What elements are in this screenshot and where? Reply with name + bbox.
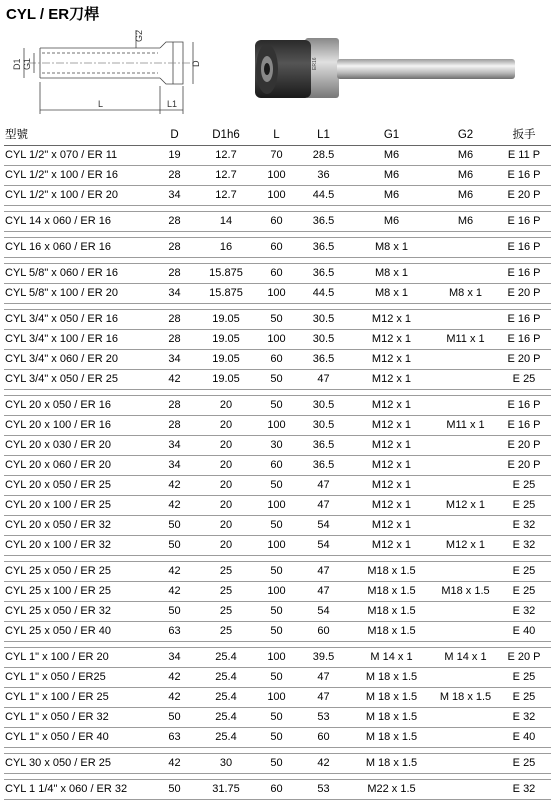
table-cell: 50 — [255, 396, 298, 416]
table-cell: 20 — [197, 496, 255, 516]
table-cell: 20 — [197, 436, 255, 456]
table-cell: M6 — [349, 186, 434, 206]
table-cell: M12 x 1 — [349, 436, 434, 456]
table-cell: 50 — [152, 516, 197, 536]
table-cell: E 25 — [497, 476, 551, 496]
table-cell: 47 — [298, 496, 349, 516]
table-cell: M12 x 1 — [349, 496, 434, 516]
product-photo — [245, 30, 525, 110]
table-cell: 60 — [255, 238, 298, 258]
table-cell: M12 x 1 — [349, 330, 434, 350]
table-cell: 34 — [152, 350, 197, 370]
table-row — [4, 476, 551, 496]
table-row — [4, 668, 551, 688]
table-cell: 28 — [152, 396, 197, 416]
table-cell: 60 — [255, 212, 298, 232]
table-row — [4, 516, 551, 536]
model-cell: CYL 20 x 050 / ER 16 — [4, 396, 152, 416]
table-cell: E 25 — [497, 582, 551, 602]
model-cell: CYL 1 1/4" x 060 / ER 32 — [4, 780, 152, 800]
table-cell: 20 — [197, 416, 255, 436]
table-cell: E 16 P — [497, 166, 551, 186]
table-cell: 36 — [298, 166, 349, 186]
header-cell: D — [152, 126, 197, 146]
model-cell: CYL 5/8" x 100 / ER 20 — [4, 284, 152, 304]
model-cell: CYL 20 x 060 / ER 20 — [4, 456, 152, 476]
table-cell: 20 — [197, 516, 255, 536]
table-cell — [434, 708, 497, 728]
table-cell: M12 x 1 — [434, 496, 497, 516]
table-row — [4, 688, 551, 708]
table-cell: 100 — [255, 166, 298, 186]
table-cell — [434, 754, 497, 774]
table-cell: 19 — [152, 146, 197, 166]
table-row — [4, 310, 551, 330]
model-cell: CYL 20 x 050 / ER 25 — [4, 476, 152, 496]
model-cell: CYL 1/2" x 100 / ER 16 — [4, 166, 152, 186]
table-cell: M22 x 1.5 — [349, 780, 434, 800]
model-cell: CYL 20 x 100 / ER 32 — [4, 536, 152, 556]
label-d1: D1 — [12, 58, 22, 70]
table-cell: 44.5 — [298, 186, 349, 206]
table-cell: 50 — [152, 780, 197, 800]
table-row — [4, 146, 551, 166]
spec-table-body — [4, 146, 551, 800]
table-row — [4, 536, 551, 556]
table-row — [4, 436, 551, 456]
table-row — [4, 754, 551, 774]
table-cell: 50 — [152, 602, 197, 622]
table-cell: 60 — [255, 350, 298, 370]
model-cell: CYL 1" x 100 / ER 25 — [4, 688, 152, 708]
table-cell: 50 — [255, 622, 298, 642]
table-row — [4, 212, 551, 232]
table-cell: 19.05 — [197, 370, 255, 390]
label-g1: G1 — [22, 57, 32, 70]
model-cell: CYL 20 x 100 / ER 25 — [4, 496, 152, 516]
table-cell: E 25 — [497, 496, 551, 516]
table-row — [4, 264, 551, 284]
table-cell — [434, 668, 497, 688]
table-cell: 20 — [197, 456, 255, 476]
table-cell: 50 — [152, 708, 197, 728]
table-cell: E 16 P — [497, 212, 551, 232]
table-cell: 25.4 — [197, 728, 255, 748]
table-cell: M18 x 1.5 — [349, 622, 434, 642]
model-cell: CYL 25 x 050 / ER 32 — [4, 602, 152, 622]
table-cell: 100 — [255, 688, 298, 708]
table-cell: 54 — [298, 536, 349, 556]
page-title: CYL / ER刀桿 — [6, 6, 100, 23]
label-g2: G2 — [134, 29, 144, 42]
table-cell: E 25 — [497, 754, 551, 774]
table-cell: E 20 P — [497, 186, 551, 206]
table-cell: 20 — [197, 396, 255, 416]
table-cell: 50 — [255, 708, 298, 728]
table-cell: E 16 P — [497, 264, 551, 284]
table-cell: 53 — [298, 780, 349, 800]
table-cell: E 25 — [497, 370, 551, 390]
table-cell: 36.5 — [298, 212, 349, 232]
table-cell: E 20 P — [497, 284, 551, 304]
table-cell: M6 — [434, 166, 497, 186]
table-cell — [434, 370, 497, 390]
tool-holder-drawing — [8, 26, 208, 118]
table-cell: 50 — [255, 476, 298, 496]
table-cell: 14 — [197, 212, 255, 232]
table-cell: E 11 P — [497, 146, 551, 166]
spec-table — [4, 126, 551, 800]
table-cell: E 25 — [497, 688, 551, 708]
table-cell: E 32 — [497, 708, 551, 728]
table-cell — [434, 728, 497, 748]
table-row — [4, 330, 551, 350]
model-cell: CYL 20 x 050 / ER 32 — [4, 516, 152, 536]
table-cell: 47 — [298, 476, 349, 496]
table-cell: 12.7 — [197, 146, 255, 166]
table-cell: M8 x 1 — [349, 284, 434, 304]
table-cell: 19.05 — [197, 350, 255, 370]
table-cell: 42 — [152, 562, 197, 582]
table-cell: 34 — [152, 436, 197, 456]
table-cell — [434, 562, 497, 582]
table-cell: 54 — [298, 516, 349, 536]
table-cell: 50 — [255, 668, 298, 688]
label-l1: L1 — [167, 99, 178, 109]
table-cell: 42 — [152, 496, 197, 516]
table-cell: 50 — [255, 310, 298, 330]
model-cell: CYL 30 x 050 / ER 25 — [4, 754, 152, 774]
table-cell: 28 — [152, 166, 197, 186]
table-cell — [434, 238, 497, 258]
model-cell: CYL 3/4" x 050 / ER 25 — [4, 370, 152, 390]
table-cell: E 25 — [497, 668, 551, 688]
table-cell: E 40 — [497, 728, 551, 748]
header-cell: G1 — [349, 126, 434, 146]
table-cell: E 32 — [497, 516, 551, 536]
table-cell: M12 x 1 — [349, 416, 434, 436]
table-cell: 28 — [152, 330, 197, 350]
table-cell: 63 — [152, 728, 197, 748]
table-cell: 19.05 — [197, 310, 255, 330]
table-cell: 42 — [152, 668, 197, 688]
table-cell: 30.5 — [298, 310, 349, 330]
header-cell: 型號 — [4, 126, 152, 146]
table-cell: 20 — [197, 536, 255, 556]
table-row — [4, 582, 551, 602]
model-cell: CYL 1/2" x 070 / ER 11 — [4, 146, 152, 166]
table-row — [4, 186, 551, 206]
table-cell: 36.5 — [298, 238, 349, 258]
table-cell — [434, 780, 497, 800]
table-cell — [434, 622, 497, 642]
table-cell: M6 — [349, 212, 434, 232]
table-row — [4, 350, 551, 370]
table-cell: M18 x 1.5 — [349, 602, 434, 622]
model-cell: CYL 20 x 100 / ER 16 — [4, 416, 152, 436]
table-cell: 60 — [298, 728, 349, 748]
table-cell: E 20 P — [497, 436, 551, 456]
model-cell: CYL 1" x 100 / ER 20 — [4, 648, 152, 668]
model-cell: CYL 3/4" x 060 / ER 20 — [4, 350, 152, 370]
table-cell: 30 — [255, 436, 298, 456]
table-cell: E 40 — [497, 622, 551, 642]
table-cell: M 18 x 1.5 — [434, 688, 497, 708]
model-cell: CYL 25 x 100 / ER 25 — [4, 582, 152, 602]
table-cell: 25 — [197, 582, 255, 602]
table-row — [4, 416, 551, 436]
table-cell: E 20 P — [497, 648, 551, 668]
header-cell: L — [255, 126, 298, 146]
table-cell — [434, 310, 497, 330]
table-row — [4, 562, 551, 582]
header-cell: D1h6 — [197, 126, 255, 146]
table-cell: M12 x 1 — [349, 396, 434, 416]
table-cell: 25 — [197, 622, 255, 642]
table-row — [4, 496, 551, 516]
table-cell: 42 — [298, 754, 349, 774]
table-cell: 100 — [255, 496, 298, 516]
table-cell: 47 — [298, 688, 349, 708]
table-cell: 60 — [255, 780, 298, 800]
table-cell: 30 — [197, 754, 255, 774]
table-cell: M12 x 1 — [349, 310, 434, 330]
table-cell: 50 — [255, 562, 298, 582]
table-cell: 47 — [298, 582, 349, 602]
table-cell: 15.875 — [197, 284, 255, 304]
table-cell: 12.7 — [197, 186, 255, 206]
table-cell: M 18 x 1.5 — [349, 728, 434, 748]
table-cell: 36.5 — [298, 436, 349, 456]
table-cell — [434, 350, 497, 370]
table-cell: 100 — [255, 416, 298, 436]
label-d: D — [191, 60, 201, 67]
table-row — [4, 648, 551, 668]
table-cell: 100 — [255, 536, 298, 556]
table-cell: 28 — [152, 212, 197, 232]
table-cell: 50 — [152, 536, 197, 556]
table-cell: 53 — [298, 708, 349, 728]
table-cell: M18 x 1.5 — [349, 582, 434, 602]
table-cell: 25.4 — [197, 648, 255, 668]
model-cell: CYL 3/4" x 050 / ER 16 — [4, 310, 152, 330]
table-row — [4, 728, 551, 748]
table-cell: 50 — [255, 728, 298, 748]
table-cell: 36.5 — [298, 264, 349, 284]
table-cell: M8 x 1 — [349, 238, 434, 258]
table-cell: M6 — [349, 166, 434, 186]
header-cell: L1 — [298, 126, 349, 146]
table-cell: 39.5 — [298, 648, 349, 668]
table-cell: E 16 P — [497, 238, 551, 258]
table-cell: 100 — [255, 582, 298, 602]
table-cell: 31.75 — [197, 780, 255, 800]
table-cell: M 14 x 1 — [349, 648, 434, 668]
table-cell: 70 — [255, 146, 298, 166]
table-cell: 15.875 — [197, 264, 255, 284]
table-cell: E 32 — [497, 780, 551, 800]
table-cell: 34 — [152, 648, 197, 668]
table-cell: 30.5 — [298, 330, 349, 350]
table-cell — [434, 602, 497, 622]
table-cell: 60 — [255, 264, 298, 284]
table-cell: M 18 x 1.5 — [349, 708, 434, 728]
table-cell: E 32 — [497, 602, 551, 622]
model-cell: CYL 25 x 050 / ER 40 — [4, 622, 152, 642]
table-cell: 34 — [152, 456, 197, 476]
table-cell: M12 x 1 — [349, 476, 434, 496]
table-cell: 42 — [152, 476, 197, 496]
model-cell: CYL 1/2" x 100 / ER 20 — [4, 186, 152, 206]
table-cell: M 18 x 1.5 — [349, 754, 434, 774]
table-cell: M11 x 1 — [434, 330, 497, 350]
table-cell: M12 x 1 — [349, 536, 434, 556]
table-row — [4, 396, 551, 416]
table-cell: M12 x 1 — [434, 536, 497, 556]
table-cell: 28.5 — [298, 146, 349, 166]
table-cell: 25 — [197, 562, 255, 582]
table-cell: 34 — [152, 284, 197, 304]
table-cell: 47 — [298, 668, 349, 688]
table-cell: 34 — [152, 186, 197, 206]
table-cell: 42 — [152, 370, 197, 390]
table-cell: 36.5 — [298, 350, 349, 370]
model-cell: CYL 16 x 060 / ER 16 — [4, 238, 152, 258]
table-cell: M12 x 1 — [349, 456, 434, 476]
table-cell: 54 — [298, 602, 349, 622]
table-cell: E 16 P — [497, 330, 551, 350]
table-cell: 25.4 — [197, 708, 255, 728]
table-row — [4, 284, 551, 304]
table-cell: 50 — [255, 754, 298, 774]
table-row — [4, 456, 551, 476]
table-cell: 42 — [152, 688, 197, 708]
table-cell: 42 — [152, 582, 197, 602]
table-cell: 100 — [255, 284, 298, 304]
table-cell: 20 — [197, 476, 255, 496]
table-cell: M18 x 1.5 — [434, 582, 497, 602]
table-cell: M 14 x 1 — [434, 648, 497, 668]
table-cell: 100 — [255, 648, 298, 668]
header-cell: G2 — [434, 126, 497, 146]
table-cell: M12 x 1 — [349, 350, 434, 370]
table-cell: 16 — [197, 238, 255, 258]
table-cell: M11 x 1 — [434, 416, 497, 436]
table-cell: 100 — [255, 330, 298, 350]
table-cell — [434, 476, 497, 496]
table-cell: 42 — [152, 754, 197, 774]
table-cell: 25 — [197, 602, 255, 622]
table-cell: 28 — [152, 264, 197, 284]
table-header-row — [4, 126, 551, 146]
table-cell — [434, 264, 497, 284]
model-cell: CYL 3/4" x 100 / ER 16 — [4, 330, 152, 350]
table-cell: 19.05 — [197, 330, 255, 350]
table-cell: M6 — [434, 186, 497, 206]
table-row — [4, 602, 551, 622]
table-cell: M18 x 1.5 — [349, 562, 434, 582]
table-cell: 28 — [152, 238, 197, 258]
table-cell: M6 — [349, 146, 434, 166]
table-row — [4, 780, 551, 800]
table-cell — [434, 436, 497, 456]
table-row — [4, 238, 551, 258]
table-cell: 63 — [152, 622, 197, 642]
table-cell — [434, 456, 497, 476]
table-cell: E 16 P — [497, 416, 551, 436]
table-cell: E 25 — [497, 562, 551, 582]
model-cell: CYL 5/8" x 060 / ER 16 — [4, 264, 152, 284]
table-cell: 28 — [152, 416, 197, 436]
table-cell: 47 — [298, 370, 349, 390]
table-cell — [434, 516, 497, 536]
table-cell: 47 — [298, 562, 349, 582]
table-cell: 50 — [255, 602, 298, 622]
table-cell: M 18 x 1.5 — [349, 668, 434, 688]
table-row — [4, 166, 551, 186]
table-cell: 30.5 — [298, 396, 349, 416]
table-cell: 60 — [298, 622, 349, 642]
header-cell: 扳手 — [497, 126, 551, 146]
model-cell: CYL 14 x 060 / ER 16 — [4, 212, 152, 232]
table-row — [4, 370, 551, 390]
table-row — [4, 708, 551, 728]
table-cell: 12.7 — [197, 166, 255, 186]
table-cell: M8 x 1 — [349, 264, 434, 284]
model-cell: CYL 1" x 050 / ER 40 — [4, 728, 152, 748]
table-cell: E 20 P — [497, 350, 551, 370]
product-engraving: ER16 — [312, 57, 318, 70]
table-cell: E 16 P — [497, 310, 551, 330]
model-cell: CYL 20 x 030 / ER 20 — [4, 436, 152, 456]
table-cell: 30.5 — [298, 416, 349, 436]
table-cell: 60 — [255, 456, 298, 476]
table-cell: M6 — [434, 146, 497, 166]
table-cell: M8 x 1 — [434, 284, 497, 304]
table-cell: M 18 x 1.5 — [349, 688, 434, 708]
table-cell: E 16 P — [497, 396, 551, 416]
model-cell: CYL 25 x 050 / ER 25 — [4, 562, 152, 582]
table-cell: 50 — [255, 370, 298, 390]
table-cell: 25.4 — [197, 688, 255, 708]
table-cell: E 32 — [497, 536, 551, 556]
table-cell: 36.5 — [298, 456, 349, 476]
table-cell: M12 x 1 — [349, 516, 434, 536]
table-cell: 44.5 — [298, 284, 349, 304]
table-cell: 100 — [255, 186, 298, 206]
label-l: L — [98, 99, 104, 109]
model-cell: CYL 1" x 050 / ER 32 — [4, 708, 152, 728]
model-cell: CYL 1" x 050 / ER25 — [4, 668, 152, 688]
table-cell: 25.4 — [197, 668, 255, 688]
table-cell: M12 x 1 — [349, 370, 434, 390]
table-cell: E 20 P — [497, 456, 551, 476]
table-cell: 28 — [152, 310, 197, 330]
table-cell — [434, 396, 497, 416]
table-cell: 50 — [255, 516, 298, 536]
table-cell: M6 — [434, 212, 497, 232]
table-row — [4, 622, 551, 642]
